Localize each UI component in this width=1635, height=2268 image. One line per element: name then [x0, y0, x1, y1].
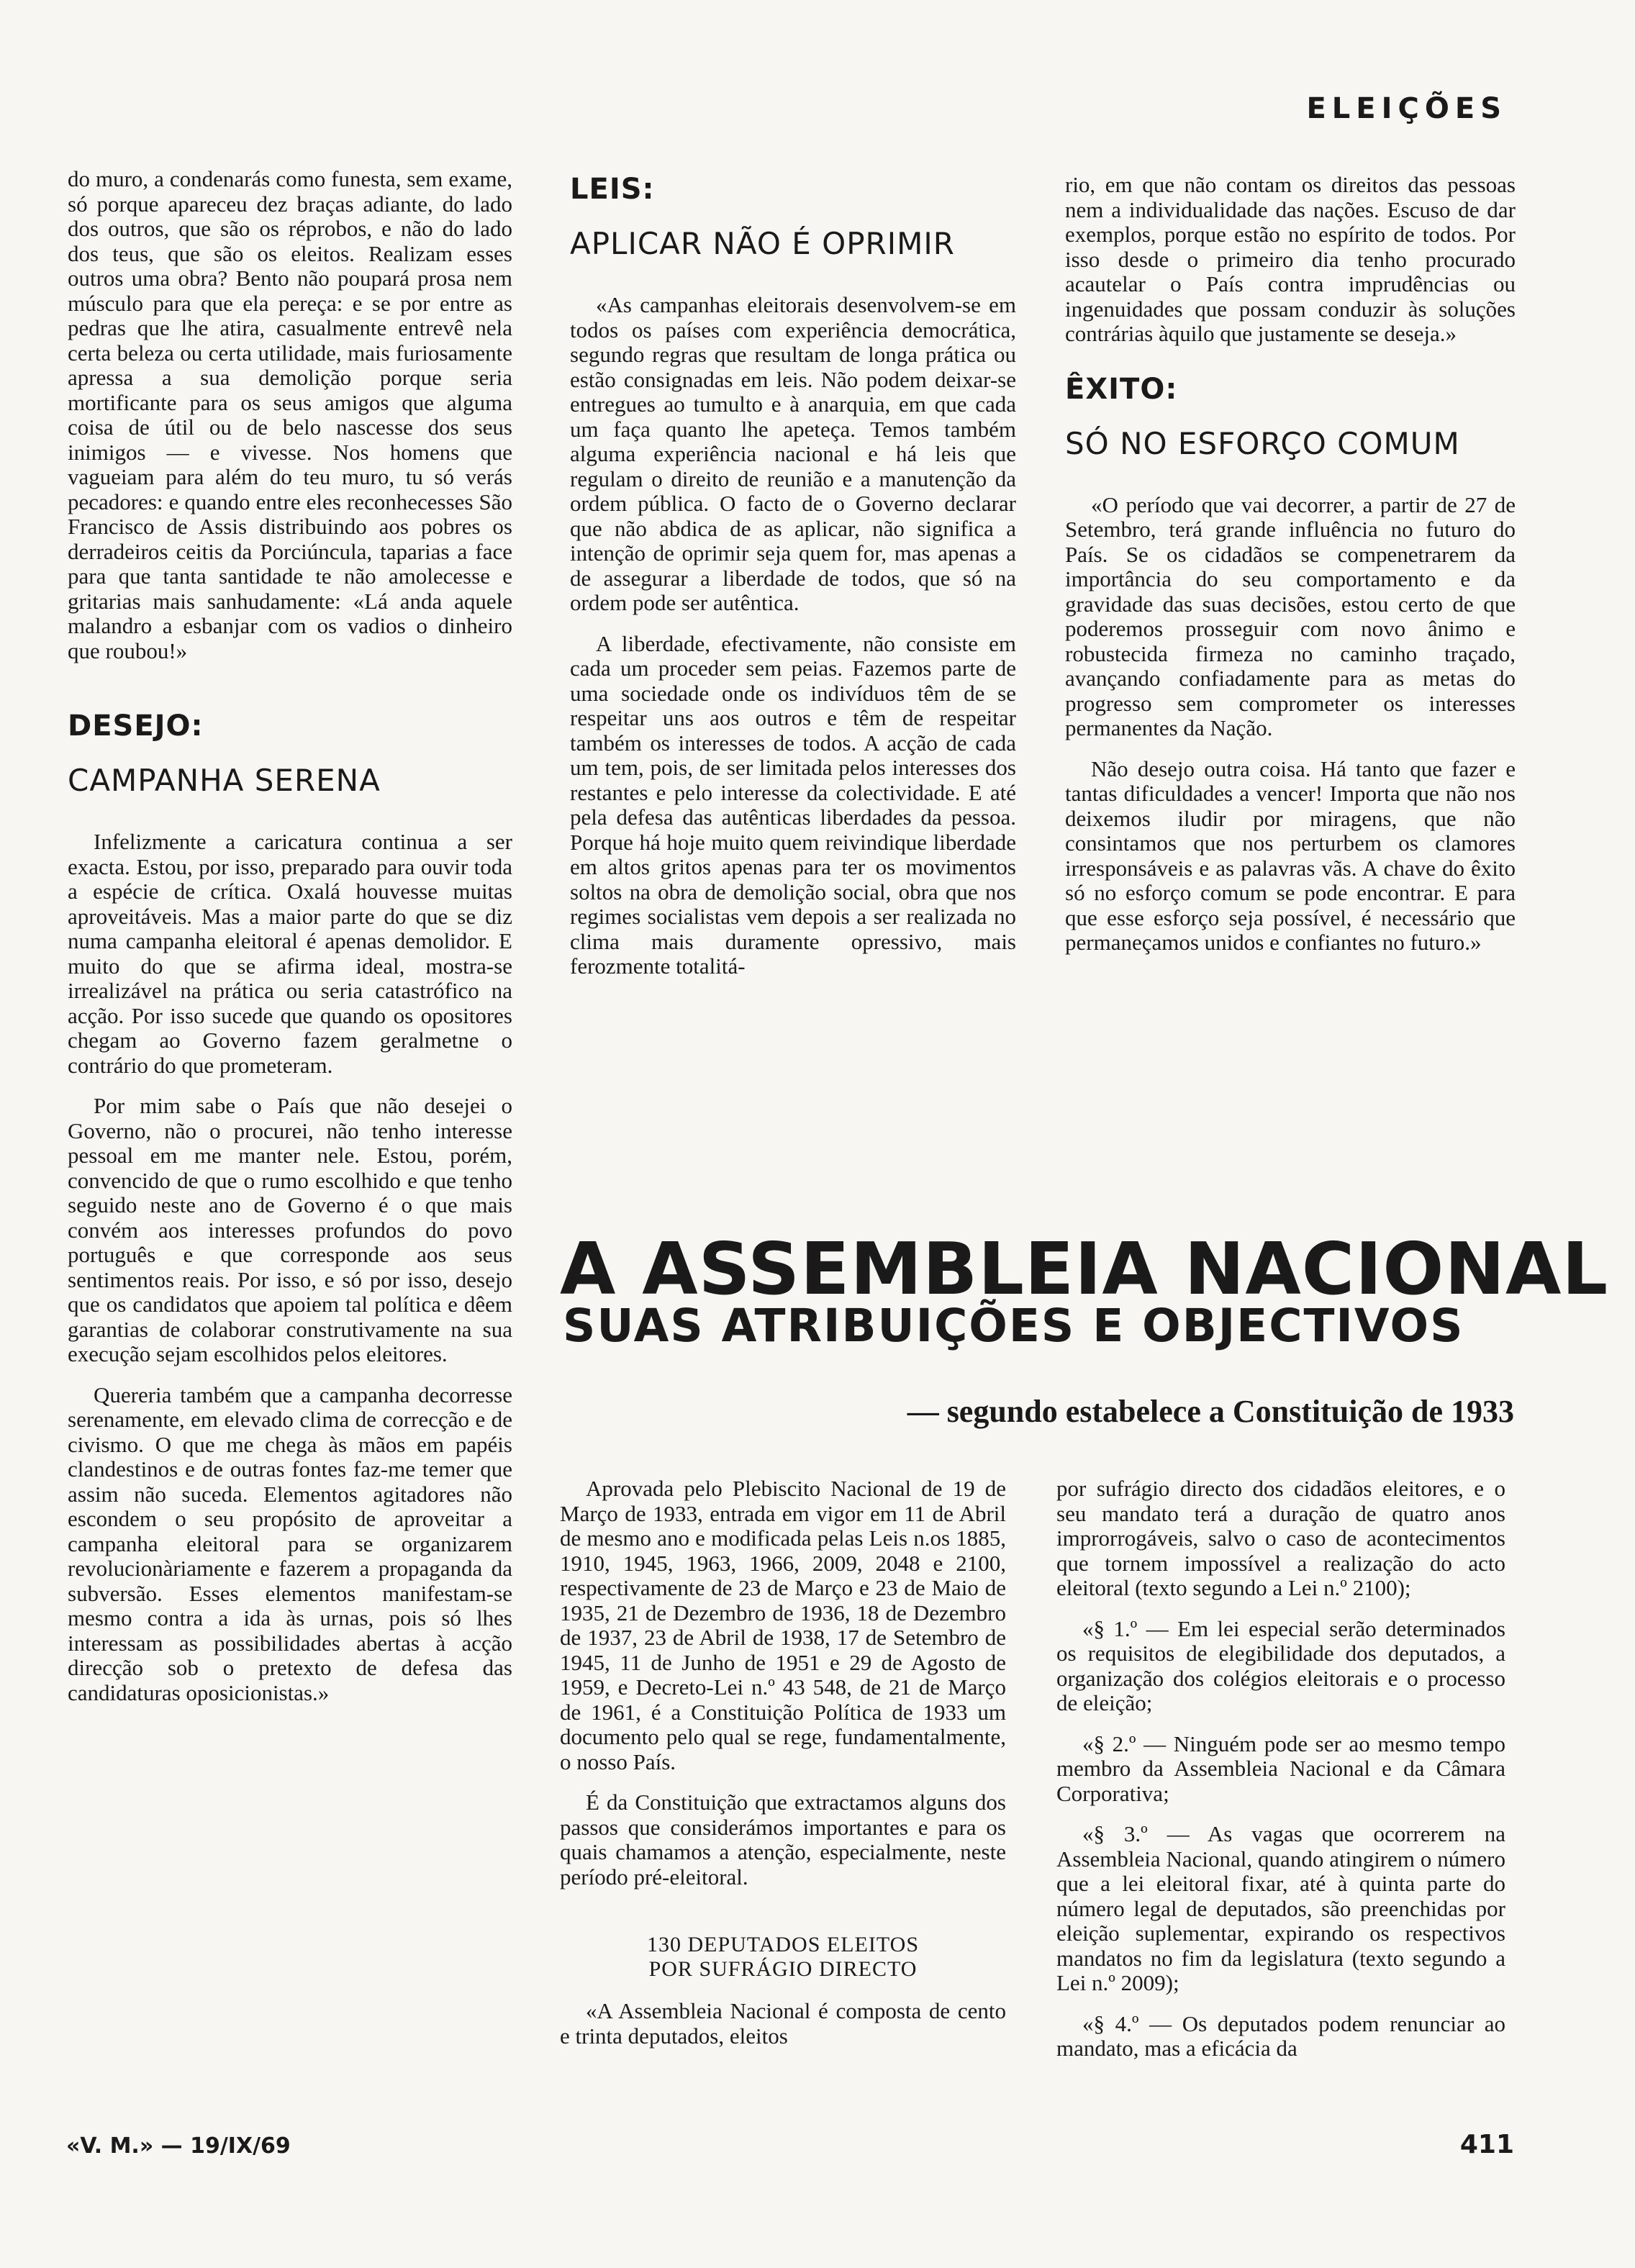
feature-subhead: [560, 1933, 1006, 1982]
section-label-leis: LEIS:: [570, 173, 655, 206]
section-title-esforco-comum: SÓ NO ESFORÇO COMUM: [1065, 425, 1460, 461]
feature-b-paragraph-4: «§ 3.º — As vagas que ocorrerem na Assembleia Nacional, quando atingirem o número que a lei eleitoral fixar, até à quinta parte do número legal de deputados, são preenchidas por eleição suplementar, expirando os respectivos mandatos no fim da legislatura (texto segundo a Lei n.º 2009);: [1056, 1821, 1505, 1995]
feature-a-paragraph-1: Aprovada pelo Plebiscito Nacional de 19 de Março de 1933, entrada em vigor em 11 de Abril de mesmo ano e modificada pelas Leis n.os 1885, 1910, 1945, 1963, 1966, 2009, 2048 e 2100, respectivamente de 23 de Março e 23 de Maio de 1935, 21 de Dezembro de 1936, 18 de Dezembro de 1937, 23 de Abril de 1938, 17 de Setembro de 1945, 11 de Junho de 1951 e 29 de Agosto de 1959, e Decreto-Lei n.º 43 548, de 21 de Março de 1961, é a Constituição Política de 1933 um documento pelo qual se rege, fundamentalmente, o nosso País.: [560, 1476, 1006, 1774]
feature-title: A ASSEMBLEIA NACIONAL: [560, 1227, 1609, 1311]
feature-b-paragraph-2: «§ 1.º — Em lei especial serão determinados os requisitos de elegibilidade dos deputados, a organização dos colégios eleitorais e o processo de eleição;: [1056, 1615, 1505, 1715]
page-number: 411: [1459, 2130, 1514, 2159]
feature-subhead-line-2: POR SUFRÁGIO DIRECTO: [648, 1957, 918, 1981]
section-label-desejo: DESEJO:: [68, 709, 204, 743]
col3-paragraph-2: «O período que vai decorrer, a partir de 27 de Setembro, terá grande influência no futuro do País. Se os cidadãos se compenetrarem da importância do seu comportamento e da gravidade das suas decisões, estou certo de que poderemos prosseguir com novo ânimo e robustecida firmeza no caminho traçado, avançando confiadamente para as metas do progresso sem comprometer os interesses permanentes da Nação.: [1065, 491, 1516, 740]
col1-paragraph-3: Por mim sabe o País que não desejei o Governo, não o procurei, não tenho interesse pessoal em me manter nele. Estou, porém, convencido de que o rumo escolhido e que tenho seguido neste ano de Governo é o que mais convém aos interesses profundos do povo português e que corresponde aos seus sentimentos reais. Por isso, e só por isso, desejo que os candidatos que apoiem tal política e dêem garantias de colaborar construtivamente na sua execução sejam escolhidos pelos eleitores.: [68, 1093, 512, 1366]
col1-paragraph-2: Infelizmente a caricatura continua a ser exacta. Estou, por isso, preparado para ouvir toda a espécie de crítica. Oxalá houvesse muitas aproveitáveis. Mas a maior parte do que se diz numa campanha eleitoral é apenas demolidor. E muito do que se afirma ideal, mostra-se irrealizável na prática ou seria catastrófico na acção. Por isso sucede que quando os opositores chegam ao Governo fazem geralmetne o contrário do que prometeram.: [68, 829, 512, 1078]
running-head: ELEIÇÕES: [1306, 92, 1507, 125]
feature-b-paragraph-1: por sufrágio directo dos cidadãos eleitores, e o seu mandato terá a duração de quatro anos improrrogáveis, salvo o caso de acontecimentos que tornem impossível a realização do acto eleitoral (texto segundo a Lei n.º 2100);: [1056, 1476, 1505, 1600]
feature-a-paragraph-2: É da Constituição que extractamos alguns dos passos que considerámos importantes e para os quais chamamos a atenção, especialmente, neste período pré-eleitoral.: [560, 1790, 1006, 1890]
feature-column-b: [1056, 1477, 1505, 2077]
col1-paragraph-4: Quereria também que a campanha decorresse serenamente, em elevado clima de correcção e de civismo. O que me chega às mãos em papéis clandestinos e de outras fontes faz-me temer que assim não suceda. Elementos agitadores não escondem o seu propósito de aproveitar a campanha eleitoral para se organizarem revolucionàriamente e fazerem a propaganda da subversão. Esses elementos manifestam-se mesmo contra a ida às urnas, pois só lhes interessam as possibilidades abertas à acção direcção sob o pretexto de defesa das candidaturas oposicionistas.»: [68, 1382, 512, 1705]
feature-a-paragraph-3: «A Assembleia Nacional é composta de cento e trinta deputados, eleitos: [560, 1998, 1006, 2049]
feature-b-paragraph-5: «§ 4.º — Os deputados podem renunciar ao mandato, mas a eficácia da: [1056, 2010, 1505, 2061]
col2-paragraph-2: A liberdade, efectivamente, não consiste em cada um proceder sem peias. Fazemos parte de uma sociedade onde os indivíduos têm de se respeitar uns aos outros e têm de respeitar também os interesses de todos. A acção de cada um tem, pois, de ser limitada pelos interesses dos restantes e pelo interesse da colectividade. E até pela defesa das autênticas liberdades da pessoa. Porque há hoje muito quem reivindique liberdade em altos gritos apenas para ter os movimentos soltos na obra de demolição social, obra que nos regimes socialistas vem depois a ser realizada no clima mais duramente opressivo, mais ferozmente totalitá-: [570, 630, 1016, 979]
section-title-campanha-serena: CAMPANHA SERENA: [68, 763, 381, 798]
feature-subhead-line-1: 130 DEPUTADOS ELEITOS: [646, 1933, 920, 1956]
column-2: [570, 173, 1016, 995]
feature-column-a: [560, 1477, 1006, 2064]
col2-paragraph-1: «As campanhas eleitorais desenvolvem-se em todos os países com experiência democrática, segundo regras que resultam de longa prática ou estão consignadas em leis. Não podem deixar-se entregues ao tumulto e à anarquia, em que cada um faça quanto lhe apeteça. Temos também alguma experiência nacional e há leis que regulam o direito de reunião e a manutenção da ordem pública. O facto de o Governo declarar que não abdica de as aplicar, não significa a intenção de oprimir seja quem for, mas apenas a de assegurar a liberdade de todos, que só na ordem pode ser autêntica.: [570, 292, 1016, 615]
feature-subtitle: SUAS ATRIBUIÇÕES E OBJECTIVOS: [563, 1299, 1464, 1352]
section-label-exito: ÊXITO:: [1065, 372, 1178, 406]
feature-b-paragraph-3: «§ 2.º — Ninguém pode ser ao mesmo tempo membro da Assembleia Nacional e da Câmara Corporativa;: [1056, 1731, 1505, 1806]
column-3: [1065, 173, 1516, 971]
column-1: [68, 167, 512, 1721]
col3-paragraph-3: Não desejo outra coisa. Há tanto que fazer e tantas dificuldades a vencer! Importa que não nos deixemos iludir por miragens, que não consintamos que nos perturbem os clamores irresponsáveis e as palavras vãs. A chave do êxito só no esforço comum se pode encontrar. E para que esse esforço seja possível, é necessário que permaneçamos unidos e confiantes no futuro.»: [1065, 756, 1516, 955]
footer-issue: «V. M.» — 19/IX/69: [66, 2133, 291, 2159]
section-title-aplicar: APLICAR NÃO É OPRIMIR: [570, 226, 955, 261]
col3-paragraph-1: rio, em que não contam os direitos das pessoas nem a individualidade das nações. Escuso de dar exemplos, porque estão no espírito de todos. Por isso desde o primeiro dia tenho procurado acautelar o País contra imprudências ou ingenuidades que possam conduzir às soluções contrárias àquilo que justamente se deseja.»: [1065, 172, 1516, 346]
feature-byline: — segundo estabelece a Constituição de 1933: [907, 1394, 1514, 1429]
col1-paragraph-1: do muro, a condenarás como funesta, sem exame, só porque apareceu dez braças adiante, do lado dos outros, que são os réprobos, e não do lado dos teus, que são os eleitos. Realizam esses outros uma obra? Bento não poupará prosa nem músculo para que ela pereça: e se por entre as pedras que lhe atira, casualmente entrevê nela certa beleza ou certa utilidade, mais furiosamente apressa a sua demolição porque seria mortificante para os seus amigos que alguma coisa de útil ou de belo nascesse dos seus inimigos — e vivesse. Nos homens que vagueiam para além do teu muro, tu só verás pecadores: e quando entre eles reconhecesses São Francisco de Assis distribuindo aos pobres os derradeiros ceitis da Porciúncula, taparias a face para que tanta santidade te não amolecesse e gritarias mais sanhudamente: «Lá anda aquele malandro a esbanjar com os vadios o dinheiro que roubou!»: [68, 166, 512, 663]
